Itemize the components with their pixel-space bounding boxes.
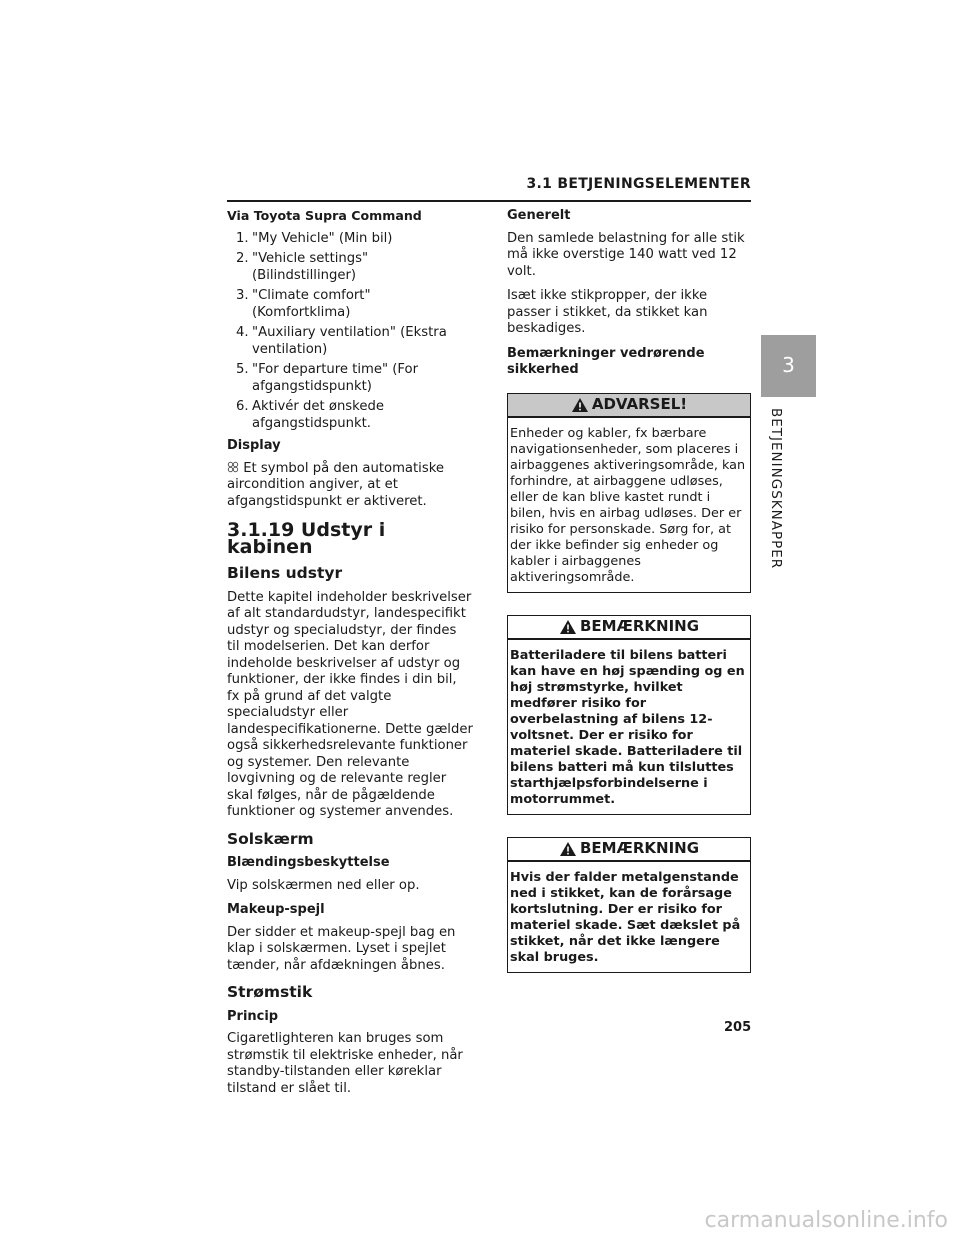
step-text: "For departure time" (For afgangstidspunkt) <box>252 362 418 394</box>
bilens-text: Dette kapitel indeholder beskrivelser af alt standardudstyr, landespecifikt udstyr og specialudstyr, der findes til modelserien. Det kan derfor indeholde beskrivelser af udstyr og funktioner, der ikke findes i din bil, fx på grund af det valgte specialudstyr eller landespecifikationerne. Dette gælder også sikkerhedsrelevante funktioner og systemer. Den relevante lovgivning og de relevante regler skal følges, når de pågældende funktioner og systemer anvendes. <box>227 589 473 819</box>
sikkerhed-heading: Bemærkninger vedrørende sikkerhed <box>507 345 705 377</box>
solskaerm-heading: Solskærm <box>227 829 314 848</box>
step-number: 1. <box>236 230 249 246</box>
step-text: Aktivér det ønskede afgangstidspunkt. <box>252 399 384 431</box>
display-text: Et symbol på den automatiske aircondition angiver, at et afgangstidspunkt er aktiveret. <box>227 460 444 509</box>
warning-triangle-icon <box>571 397 589 413</box>
step-text: "My Vehicle" (Min bil) <box>252 230 393 246</box>
right-column <box>507 208 751 973</box>
list-item <box>227 325 473 358</box>
step-number: 2. <box>236 251 249 266</box>
list-item <box>227 251 473 284</box>
caution-triangle-icon <box>559 619 577 635</box>
step-number: 3. <box>236 288 249 303</box>
chapter-number: 3 <box>782 353 795 377</box>
note-title-2: BEMÆRKNING <box>579 839 700 858</box>
stromstik-heading: Strømstik <box>227 983 313 1001</box>
section-title: 3.1 BETJENINGSELEMENTER <box>526 176 751 192</box>
bilens-heading: Bilens udstyr <box>227 564 343 582</box>
watermark-link[interactable]: carmanualsonline.info <box>704 1208 948 1233</box>
chapter-label: BETJENINGSKNAPPER <box>768 408 784 570</box>
blaend-text: Vip solskærmen ned eller op. <box>227 877 420 893</box>
makeup-text: Der sidder et makeup-spejl bag en klap i solskærmen. Lyset i spejlet tænder, når afdækningen åbnes. <box>227 924 456 973</box>
list-item <box>227 288 473 321</box>
makeup-heading: Makeup-spejl <box>227 902 325 917</box>
step-text: "Vehicle settings" (Bilindstillinger) <box>252 251 369 283</box>
blaend-heading: Blændingsbeskyttelse <box>227 855 390 870</box>
chapter-tab <box>761 335 816 397</box>
step-text: "Auxiliary ventilation" (Ekstra ventilation) <box>252 325 447 357</box>
step-number: 5. <box>236 362 249 377</box>
warning-text: Enheder og kabler, fx bærbare navigationsenheder, som placeres i airbaggenes aktiveringsområde, kan forhindre, at airbaggene udløses, eller de kan blive kastet rundt i bilen, hvis en airbag udløses. Der er risiko for personskade. Sørg for, at der ikke befinder sig enheder og kabler i airbaggenes aktiveringsområde. <box>510 425 746 585</box>
list-item <box>227 362 473 395</box>
auxiliary-ventilation-icon <box>227 461 239 473</box>
step-number: 4. <box>236 325 249 340</box>
page-number: 205 <box>724 1020 752 1035</box>
steps-list <box>227 231 473 433</box>
generelt-paragraph-2: Isæt ikke stikpropper, der ikke passer i stikket, da stikket kan beskadiges. <box>507 288 708 336</box>
generelt-paragraph-1: Den samlede belastning for alle stik må ikke overstige 140 watt ved 12 volt. <box>507 230 745 279</box>
display-paragraph <box>227 461 473 511</box>
section-heading: 3.1.19 Udstyr i kabinen <box>227 519 386 558</box>
left-column <box>227 208 473 1105</box>
princip-heading: Princip <box>227 1008 279 1024</box>
warning-title: ADVARSEL! <box>591 395 688 414</box>
list-item <box>227 231 473 248</box>
caution-triangle-icon <box>559 841 577 857</box>
page-header <box>227 176 751 202</box>
note-text-2: Hvis der falder metalgenstande ned i stikket, kan de forårsage kortslutning. Der er risiko for materiel skade. Sæt dækslet på stikket, når det ikke længere skal bruges. <box>510 869 741 965</box>
note-header-2 <box>508 838 750 862</box>
note-header-1 <box>508 616 750 640</box>
via-title: Via Toyota Supra Command <box>227 208 422 223</box>
warning-header <box>508 394 750 418</box>
generelt-heading: Generelt <box>507 208 571 223</box>
step-text: "Climate comfort" (Komfortklima) <box>252 288 371 320</box>
note-box-2 <box>507 837 751 973</box>
note-title-1: BEMÆRKNING <box>579 617 700 636</box>
note-box-1 <box>507 615 751 815</box>
warning-box <box>507 393 751 593</box>
princip-text: Cigaretlighteren kan bruges som strømstik til elektriske enheder, når standby-tilstanden eller køreklar tilstand er slået til. <box>227 1031 463 1096</box>
list-item <box>227 399 473 432</box>
step-number: 6. <box>236 399 249 414</box>
display-heading: Display <box>227 438 281 453</box>
note-text-1: Batteriladere til bilens batteri kan have en høj spænding og en høj strømstyrke, hvilket medfører risiko for overbelastning af bilens 12-voltsnet. Der er risiko for materiel skade. Batteriladere til bilens batteri må kun tilsluttes starthjælpsforbindelserne i motorrummet. <box>510 647 745 807</box>
